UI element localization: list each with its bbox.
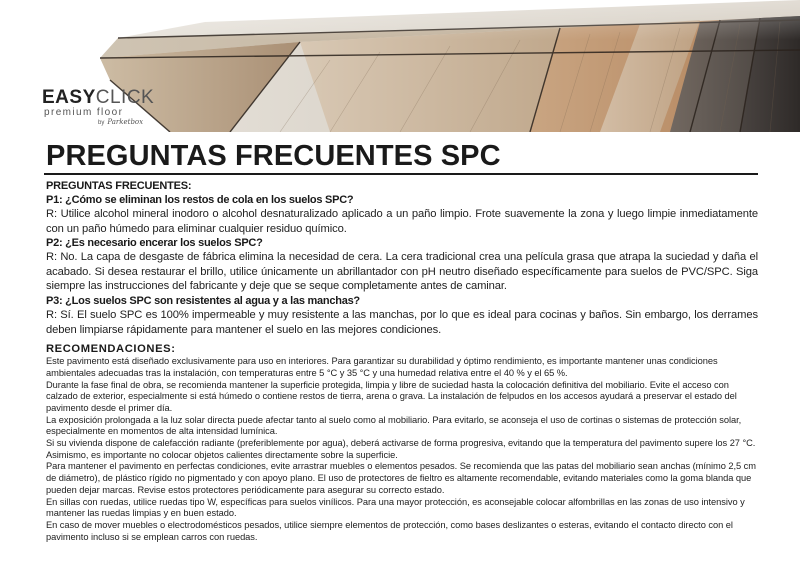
faq-answer: R: No. La capa de desgaste de fábrica elimina la necesidad de cera. La cera tradicional crea una película grasa que atrapa la suciedad y daña el acabado. Si desea restaurar el brillo, utilice únicamente un abrillantador con pH neutro diseñado específicamente para suelos de PVC/SPC. Siga siempre las instrucciones del fabricante y deje que se seque completamente antes de caminar.: [46, 251, 758, 293]
recommendation-paragraph: Si su vivienda dispone de calefacción radiante (preferiblemente por agua), deberá activarse de forma progresiva, evitando que la temperatura del pavimento supere los 27 °C. Asimismo, es importante no colocar objetos calientes directamente sobre la superficie.: [46, 438, 756, 460]
faq-answer: R: Sí. El suelo SPC es 100% impermeable y muy resistente a las manchas, por lo que es ideal para cocinas y baños. Sin embargo, los derrames deben limpiarse rápidamente para mantener el suelo en las mejores condiciones.: [46, 308, 758, 336]
recommendation-paragraph: En caso de mover muebles o electrodomésticos pesados, utilice siempre elementos de protección, como bases deslizantes o esteras, evitando el contacto directo con el pavimento incluso si se emplean carros con ruedas.: [46, 520, 733, 542]
faq-answer: R: Utilice alcohol mineral inodoro o alcohol desnaturalizado aplicado a un paño limpio. Frote suavemente la zona y luego limpie inmediatamente con un paño húmedo para eliminar cualquier residuo químico.: [46, 208, 758, 235]
recommendations-heading: RECOMENDACIONES:: [46, 343, 176, 356]
recommendation-paragraph: Este pavimento está diseñado exclusivamente para uso en interiores. Para garantizar su durabilidad y óptimo rendimiento, es importante mantener unas condiciones ambientales adecuadas tras la instalación, con temperaturas entre 5 °C y 35 °C y una humedad relativa entre el 40 % y el 65 %.: [46, 356, 718, 378]
faq-question: P1: ¿Cómo se eliminan los restos de cola en los suelos SPC?: [46, 194, 354, 206]
page-title: PREGUNTAS FRECUENTES SPC: [46, 140, 501, 172]
logo-maker-signature: Parketbox: [107, 118, 144, 126]
logo-wordmark: [42, 88, 172, 107]
document-body: [46, 179, 758, 543]
logo-by-text: by: [98, 120, 105, 126]
easyclick-logo: [42, 88, 172, 128]
faq-question: P3: ¿Los suelos SPC son resistentes al agua y a las manchas?: [46, 294, 360, 307]
logo-wordmark-easy: EASY: [42, 87, 96, 108]
faq-heading: PREGUNTAS FRECUENTES:: [46, 180, 192, 192]
faq-question: P2: ¿Es necesario encerar los suelos SPC?: [46, 237, 263, 250]
logo-wordmark-click: CLICK: [95, 87, 155, 108]
faq-item-1: [46, 193, 758, 236]
title-divider: [44, 173, 758, 175]
logo-maker-line: [42, 118, 172, 128]
faq-item-3: [46, 294, 758, 337]
recommendation-paragraph: La exposición prolongada a la luz solar directa puede afectar tanto al suelo como al mobiliario. Para evitarlo, se aconseja el uso de cortinas o sistemas de protección solar, especialmente en momentos de alta intensidad lumínica.: [46, 414, 742, 437]
recommendation-paragraph: Para mantener el pavimento en perfectas condiciones, evite arrastrar muebles o elementos pesados. Se recomienda que las patas del mobiliario sean anchas (mínimo 2,5 cm de diámetro), de plástico rígido no pigmentado y con apoyo plano. El uso de protectores de fieltro es altamente recomendable, evitando materiales como la goma blanda que pueden dejar marcas. Revise estos protectores periódicamente para asegurar su correcto estado.: [46, 461, 756, 495]
logo-tagline: premium floor: [44, 107, 124, 118]
faq-item-2: [46, 236, 758, 294]
header-banner: [0, 0, 800, 132]
recommendation-paragraph: Durante la fase final de obra, se recomienda mantener la superficie protegida, limpia y libre de suciedad hasta la colocación definitiva del mobiliario. Evite el acceso con calzado de exterior, especialmente si está húmedo o contiene restos de tierra, arena o grava. La instalación de felpudos en los accesos ayudará a preservar el estado del pavimento desde el primer día.: [46, 379, 737, 413]
recommendation-paragraph: En sillas con ruedas, utilice ruedas tipo W, específicas para suelos vinílicos. Para una mayor protección, es aconsejable colocar alfombrillas en las zonas de uso intensivo y mantener las ruedas limpias y en buen estado.: [46, 496, 745, 519]
